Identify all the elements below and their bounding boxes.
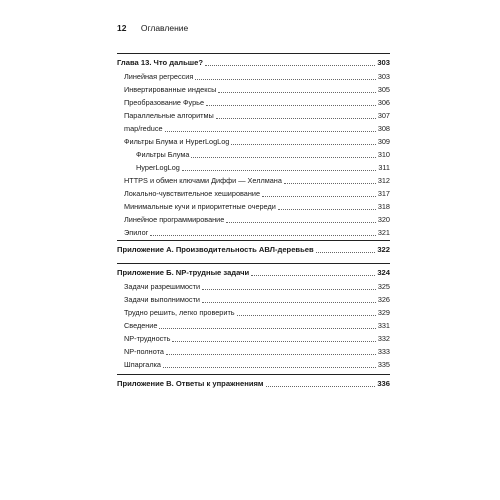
toc-entry[interactable]	[117, 96, 390, 108]
toc-entry-page: 312	[377, 176, 390, 185]
toc-entry-title: Приложение Б. NP-трудные задачи	[117, 268, 250, 277]
toc-entry[interactable]	[117, 174, 390, 186]
toc-entry[interactable]	[117, 161, 390, 173]
dot-leader	[284, 182, 376, 184]
toc-entry-title: Сведение	[124, 321, 158, 330]
toc-entry-title: HyperLogLog	[136, 163, 180, 172]
dot-leader	[195, 78, 375, 80]
toc-entry-title: Глава 13. Что дальше?	[117, 58, 203, 67]
toc-entry-title: Трудно решить, легко проверить	[124, 308, 235, 317]
toc-entry-title: Задачи выполнимости	[124, 295, 201, 304]
toc-entry[interactable]	[117, 187, 390, 199]
toc-entry[interactable]	[117, 109, 390, 121]
toc-entry-page: 336	[377, 379, 390, 388]
toc-entry[interactable]	[117, 332, 390, 344]
toc-entry-title: Приложение В. Ответы к упражнениям	[117, 379, 264, 388]
dot-leader	[166, 353, 376, 355]
section-divider	[117, 374, 390, 375]
toc-entry[interactable]	[117, 377, 390, 389]
toc-entry-title: Приложение А. Производительность АВЛ-деревьев	[117, 245, 314, 254]
toc-entry-page: 335	[377, 360, 390, 369]
dot-leader	[231, 143, 375, 145]
dot-leader	[251, 274, 375, 276]
dot-leader	[191, 156, 375, 158]
toc-entry[interactable]	[117, 122, 390, 134]
dot-leader	[316, 251, 376, 253]
toc-entry-title: HTTPS и обмен ключами Диффи — Хеллмана	[124, 176, 282, 185]
toc-entry-title: Линейная регрессия	[124, 72, 194, 81]
dot-leader	[226, 221, 376, 223]
page-header	[117, 23, 188, 33]
toc-entry-page: 311	[378, 163, 390, 172]
toc-entry-title: Инвертированные индексы	[124, 85, 217, 94]
toc-entry-page: 308	[377, 124, 390, 133]
toc-entry-page: 306	[377, 98, 390, 107]
toc-entry-title: NP-трудность	[124, 334, 171, 343]
toc-entry[interactable]	[117, 200, 390, 212]
dot-leader	[206, 104, 376, 106]
toc-entry-title: Минимальные кучи и приоритетные очереди	[124, 202, 276, 211]
toc-entry-page: 333	[377, 347, 390, 356]
toc-entry-page: 317	[377, 189, 390, 198]
page-number: 12	[117, 23, 127, 33]
toc-entry[interactable]	[117, 83, 390, 95]
dot-leader	[159, 327, 375, 329]
dot-leader	[172, 340, 375, 342]
dot-leader	[150, 234, 375, 236]
toc-entry[interactable]	[117, 70, 390, 82]
toc-entry-page: 320	[377, 215, 390, 224]
dot-leader	[218, 91, 375, 93]
toc-entry[interactable]	[117, 135, 390, 147]
section-divider	[117, 53, 390, 54]
dot-leader	[237, 314, 376, 316]
toc-entry[interactable]	[117, 319, 390, 331]
toc-entry-title: Локально-чувствительное хеширование	[124, 189, 261, 198]
dot-leader	[216, 117, 376, 119]
toc-entry-page: 309	[377, 137, 390, 146]
toc-entry[interactable]	[117, 148, 390, 160]
running-title: Оглавление	[140, 23, 189, 33]
toc-entry[interactable]	[117, 226, 390, 238]
toc-entry-page: 325	[377, 282, 390, 291]
dot-leader	[165, 130, 376, 132]
toc-entry[interactable]	[117, 280, 390, 292]
section-divider	[117, 263, 390, 264]
toc-entry-page: 303	[377, 58, 390, 67]
toc-entry-title: Преобразование Фурье	[124, 98, 205, 107]
toc-entry-title: NP-полнота	[124, 347, 164, 356]
toc-entry[interactable]	[117, 345, 390, 357]
toc-entry-title: Фильтры Блума	[136, 150, 190, 159]
section-divider	[117, 240, 390, 241]
toc-entry-page: 332	[377, 334, 390, 343]
toc-entry-page: 303	[377, 72, 390, 81]
toc-entry-page: 305	[377, 85, 390, 94]
toc-entry-title: Фильтры Блума и HyperLogLog	[124, 137, 230, 146]
toc-entry-page: 318	[377, 202, 390, 211]
dot-leader	[262, 195, 376, 197]
toc-entry-page: 326	[377, 295, 390, 304]
toc-entry-title: map/reduce	[124, 124, 163, 133]
toc-entry-title: Шпаргалка	[124, 360, 161, 369]
toc-entry-page: 331	[377, 321, 390, 330]
toc-entry[interactable]	[117, 306, 390, 318]
dot-leader	[266, 385, 376, 387]
toc-entry-title: Задачи разрешимости	[124, 282, 201, 291]
dot-leader	[205, 64, 375, 66]
toc-entry-page: 329	[377, 308, 390, 317]
toc-entry[interactable]	[117, 56, 390, 68]
dot-leader	[182, 169, 377, 171]
dot-leader	[278, 208, 376, 210]
toc-entry-page: 324	[377, 268, 390, 277]
toc-entry-page: 307	[377, 111, 390, 120]
dot-leader	[202, 301, 376, 303]
toc-entry-title: Эпилог	[124, 228, 149, 237]
toc-entry-page: 321	[377, 228, 390, 237]
toc-entry-page: 322	[377, 245, 390, 254]
toc-entry-page: 310	[377, 150, 390, 159]
toc-entry[interactable]	[117, 213, 390, 225]
toc-entry[interactable]	[117, 243, 390, 255]
toc-entry-title: Параллельные алгоритмы	[124, 111, 214, 120]
toc-entry[interactable]	[117, 358, 390, 370]
toc-entry-title: Линейное программирование	[124, 215, 225, 224]
toc-entry[interactable]	[117, 266, 390, 278]
toc-entry[interactable]	[117, 293, 390, 305]
dot-leader	[163, 366, 376, 368]
dot-leader	[202, 288, 376, 290]
